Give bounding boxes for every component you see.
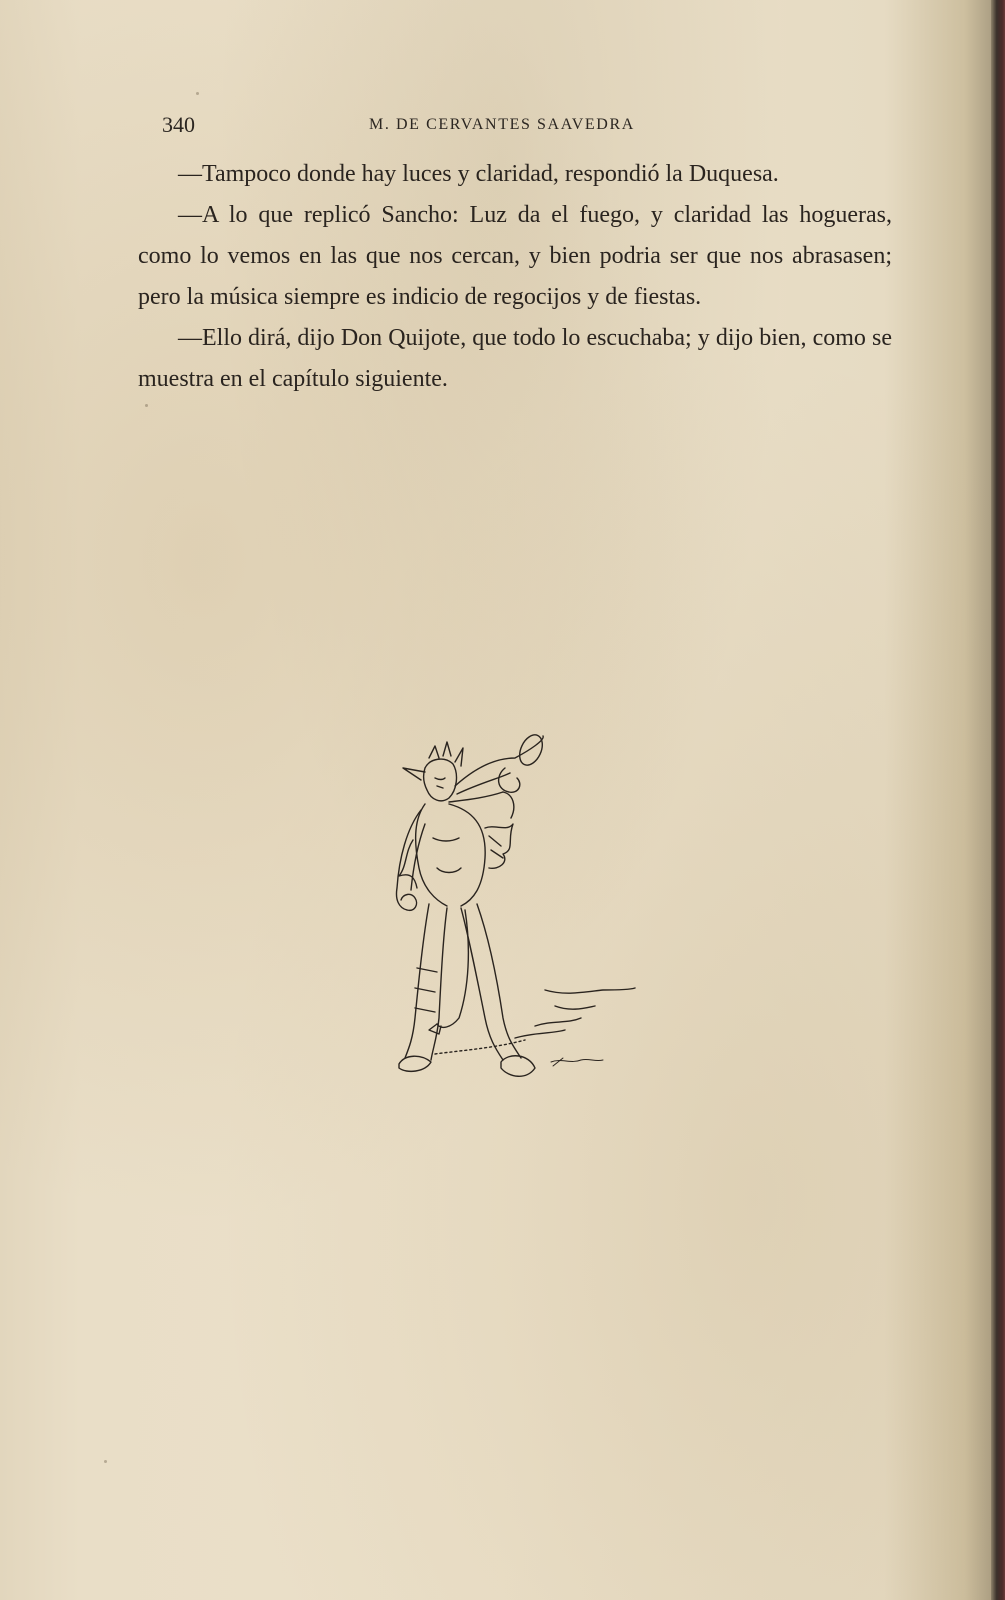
page-number: 340 (162, 112, 195, 137)
devil-illustration (385, 728, 645, 1098)
paragraph: —Tampoco donde hay luces y claridad, respondió la Duquesa. (178, 161, 779, 187)
paper-speck (145, 404, 148, 407)
paragraph: —A lo que replicó Sancho: Luz da el fuego, y claridad las hogueras, como lo vemos en las que nos cercan, y bien podria ser que nos abrasasen; pero la música siempre es indicio de regocijos y de fiestas. (138, 202, 892, 310)
paper-speck (104, 1460, 107, 1463)
page-header (162, 112, 892, 142)
paper-speck (196, 92, 199, 95)
devil-horn-drawing (385, 728, 645, 1098)
body-text (138, 154, 892, 400)
running-head: M. DE CERVANTES SAAVEDRA (369, 116, 635, 133)
book-spine-edge (991, 0, 1005, 1600)
paragraph: —Ello dirá, dijo Don Quijote, que todo lo escuchaba; y dijo bien, como se muestra en el capítulo siguiente. (138, 325, 892, 392)
